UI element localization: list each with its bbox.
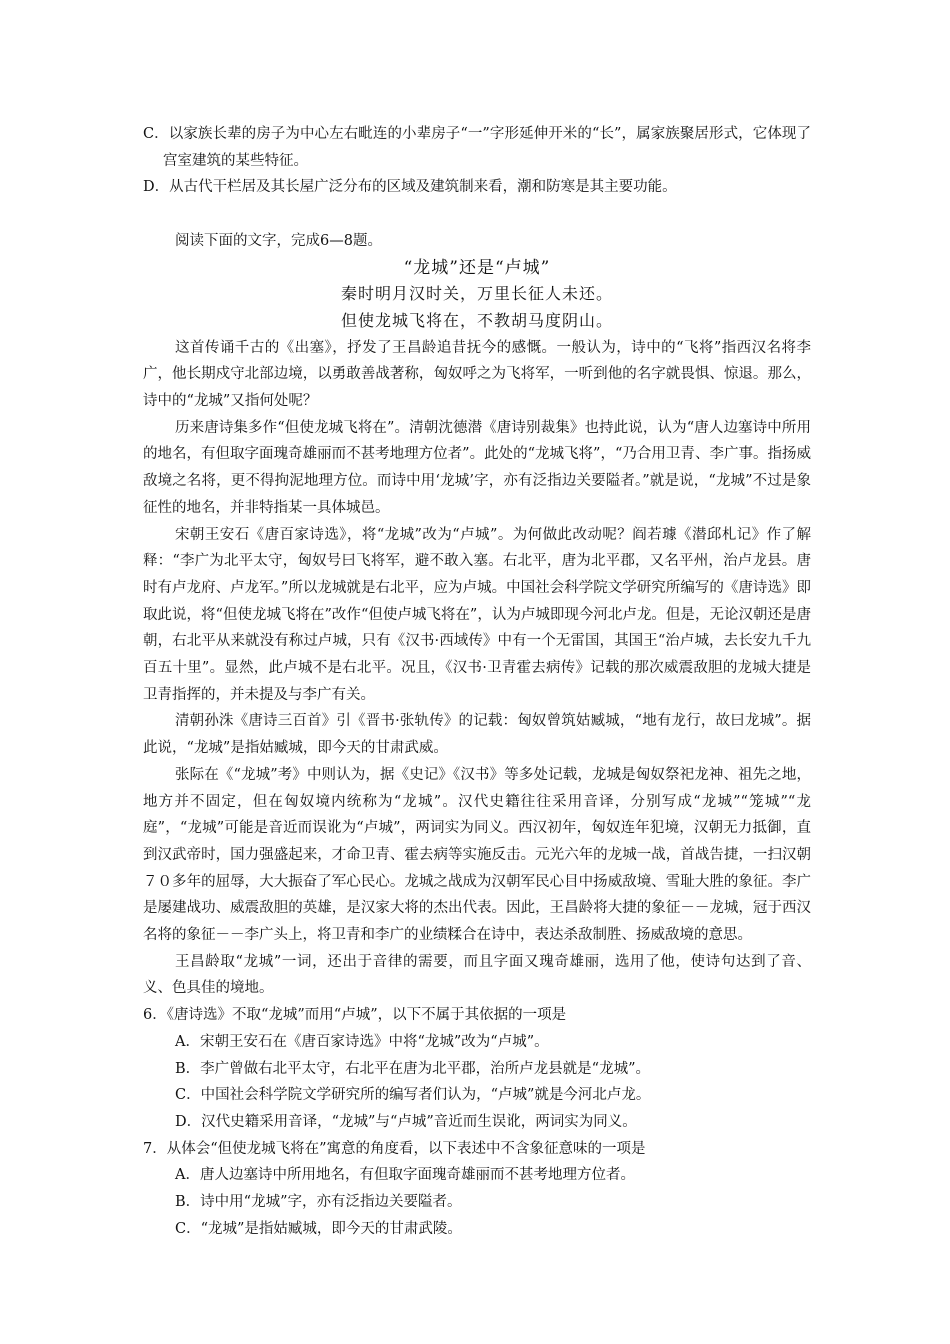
prev-option-d: D．从古代干栏居及其长屋广泛分布的区域及建筑制来看，潮和防寒是其主要功能。 [143,179,677,196]
reading-instruction: 阅读下面的文字，完成6—8题。 [175,232,382,249]
question-7-option-c: C．“龙城”是指姑臧城，即今天的甘肃武陵。 [175,1220,462,1237]
poem-line-2: 但使龙城飞将在，不教胡马度阴山。 [340,310,613,330]
question-7-option-b: B．诗中用“龙城”字，亦有泛指边关要隘者。 [175,1194,462,1211]
question-6-option-a: A．宋朝王安石在《唐百家诗选》中将“龙城”改为“卢城”。 [175,1033,549,1050]
paragraph-4: 清朝孙洙《唐诗三百首》引《晋书·张轨传》的记载：匈奴曾筑姑臧城，“地有龙行，故曰龙城”。据此说，“龙城”是指姑臧城，即今天的甘肃武威。 [143,713,811,757]
paragraph-1: 这首传诵千古的《出塞》，抒发了王昌龄追昔抚今的感慨。一般认为，诗中的“飞将”指西汉名将李广，他长期戍守北部边境，以勇敢善战著称，匈奴呼之为飞将军，一听到他的名字就畏惧、惊退。那么，诗中的“龙城”又指何处呢？ [143,339,811,410]
question-7-stem: 7．从体会“但使龙城飞将在”寓意的角度看，以下表述中不含象征意味的一项是 [143,1140,646,1157]
question-6-option-d: D．汉代史籍采用音译，“龙城”与“卢城”音近而生误讹，两词实为同义。 [175,1114,637,1130]
paragraph-5: 张际在《“龙城”考》中则认为，据《史记》《汉书》等多处记载，龙城是匈奴祭祀龙神、祖先之地，地方并不固定，但在匈奴境内统称为“龙城”。汉代史籍往往采用音译，分别写成“龙城”“笼城”“龙庭”，“龙城”可能是音近而误讹为“卢城”，两词实为同义。西汉初年，匈奴连年犯境，汉朝无力抵御，直到汉武帝时，国力强盛起来，才命卫青、霍去病等实施反击。元光六年的龙城一战，首战告捷，一扫汉朝７０多年的屈辱，大大振奋了军心民心。龙城之战成为汉朝军民心目中扬威敌境、雪耻大胜的象征。李广是屡建战功、威震敌胆的英雄，是汉家大将的杰出代表。因此，王昌龄将大捷的象征－－龙城，冠于西汉名将的象征－－李广头上，将卫青和李广的业绩糅合在诗中，表达杀敌制胜、扬威敌境的意思。 [143,766,811,944]
question-6-option-b: B．李广曾做右北平太守，右北平在唐为北平郡，治所卢龙县就是“龙城”。 [175,1060,650,1077]
paragraph-6: 王昌龄取“龙城”一词，还出于音律的需要，而且字面又瑰奇雄丽，选用了他，使诗句达到了音、义、色具佳的境地。 [143,953,811,997]
article-title: “龙城”还是“卢城” [403,257,551,278]
paragraph-3: 宋朝王安石《唐百家诗选》，将“龙城”改为“卢城”。为何做此改动呢？阎若璩《潜邱札记》作了解释：“李广为北平太守，匈奴号曰飞将军，避不敢入塞。右北平，唐为北平郡，又名平州，治卢龙县。唐时有卢龙府、卢龙军。”所以龙城就是右北平，应为卢城。中国社会科学院文学研究所编写的《唐诗选》即取此说，将“但使龙城飞将在”改作“但使卢城飞将在”，认为卢城即现今河北卢龙。但是，无论汉朝还是唐朝，右北平从来就没有称过卢城，只有《汉书·西域传》中有一个无雷国，其国王“治卢城，去长安九千九百五十里”。显然，此卢城不是右北平。况且，《汉书·卫青霍去病传》记载的那次威震敌胆的龙城大捷是卫青指挥的，并未提及与李广有关。 [143,526,811,703]
prev-option-c: C．以家族长辈的房子为中心左右毗连的小辈房子“一”字形延伸开米的“长”，属家族聚居形式，它体现了宫室建筑的某些特征。 [143,126,811,169]
poem-line-1: 秦时明月汉时关，万里长征人未还。 [340,284,613,304]
spacer [143,201,811,228]
document-body [143,121,811,1243]
question-6-stem: 6．《唐诗选》不取“龙城”而用“卢城”，以下不属于其依据的一项是 [143,1007,567,1024]
paragraph-2: 历来唐诗集多作“但使龙城飞将在”。清朝沈德潜《唐诗别裁集》也持此说，认为“唐人边塞诗中所用的地名，有但取字面瑰奇雄丽而不甚考地理方位者”。此处的“龙城飞将”，“乃合用卫青、李广事。指扬威敌境之名将，更不得拘泥地理方位。而诗中用‘龙城’字，亦有泛指边关要隘者。”就是说，“龙城”不过是象征性的地名，并非特指某一具体城邑。 [143,419,811,516]
question-7-option-a: A．唐人边塞诗中所用地名，有但取字面瑰奇雄丽而不甚考地理方位者。 [175,1167,635,1184]
question-6-option-c: C．中国社会科学院文学研究所的编写者们认为，“卢城”就是今河北卢龙。 [175,1087,651,1104]
